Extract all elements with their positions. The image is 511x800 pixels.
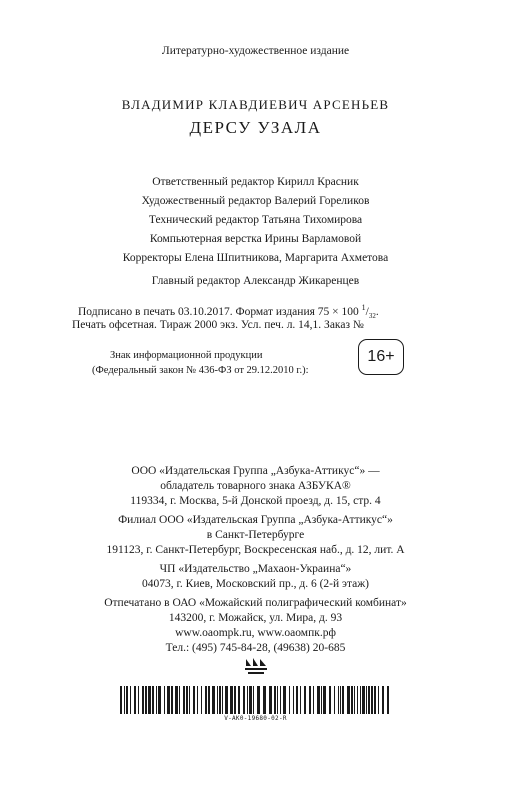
credit-line: Компьютерная верстка Ирины Варламовой	[149, 233, 362, 245]
fraction-numerator: 1	[361, 303, 366, 312]
book-title: ДЕРСУ УЗАЛА	[189, 118, 322, 137]
publisher-line: Тел.: (495) 745-84-28, (49638) 20-685	[165, 642, 346, 654]
edition-type: Литературно-художественное издание	[161, 45, 350, 57]
azbuka-logo-icon	[243, 657, 269, 677]
publisher-line: в Санкт-Петербурге	[206, 529, 305, 541]
publisher-line: Филиал ООО «Издательская Группа „Азбука-Аттикус“»	[118, 514, 393, 526]
publisher-line: ЧП «Издательство „Махаон-Украина“»	[159, 563, 352, 575]
publisher-line: www.oaompk.ru, www.оаомпк.рф	[175, 627, 336, 639]
age-sign-law: (Федеральный закон № 436-ФЗ от 29.12.2010 г.):	[92, 365, 309, 376]
age-rating-badge: 16+	[358, 339, 404, 375]
print-info-text: Подписано в печать 03.10.2017. Формат издания 75 × 100	[78, 305, 362, 318]
age-sign-label: Знак информационной продукции	[110, 350, 263, 361]
publisher-line: 04073, г. Киев, Московский пр., д. 6 (2-й этаж)	[141, 578, 370, 590]
publisher-line: Отпечатано в ОАО «Можайский полиграфический комбинат»	[104, 597, 407, 609]
barcode-icon	[120, 686, 390, 714]
publisher-line: 143200, г. Можайск, ул. Мира, д. 93	[168, 612, 343, 624]
chief-editor: Главный редактор Александр Жикаренцев	[151, 275, 360, 287]
author-name: ВЛАДИМИР КЛАВДИЕВИЧ АРСЕНЬЕВ	[121, 97, 390, 112]
publisher-line: 191123, г. Санкт-Петербург, Воскресенская наб., д. 12, лит. А	[106, 544, 405, 556]
credit-line: Технический редактор Татьяна Тихомирова	[148, 214, 363, 226]
credit-line: Корректоры Елена Шпитникова, Маргарита Ахметова	[122, 252, 389, 264]
print-info-line-2: Печать офсетная. Тираж 2000 экз. Усл. печ. л. 14,1. Заказ №	[72, 319, 364, 331]
publisher-line: 119334, г. Москва, 5-й Донской проезд, д. 15, стр. 4	[130, 495, 381, 507]
barcode-number: V-AK0-19680-02-R	[224, 715, 287, 722]
credit-line: Художественный редактор Валерий Гореликов	[141, 195, 370, 207]
publisher-line: обладатель товарного знака АЗБУКА®	[160, 480, 351, 492]
publisher-line: ООО «Издательская Группа „Азбука-Аттикус“» —	[131, 465, 380, 477]
print-info-line-1: Подписано в печать 03.10.2017. Формат издания 75 × 100 $^1/_{32}$.	[78, 303, 379, 321]
fraction-denominator: 32	[368, 312, 376, 321]
credit-line: Ответственный редактор Кирилл Красник	[152, 176, 359, 188]
